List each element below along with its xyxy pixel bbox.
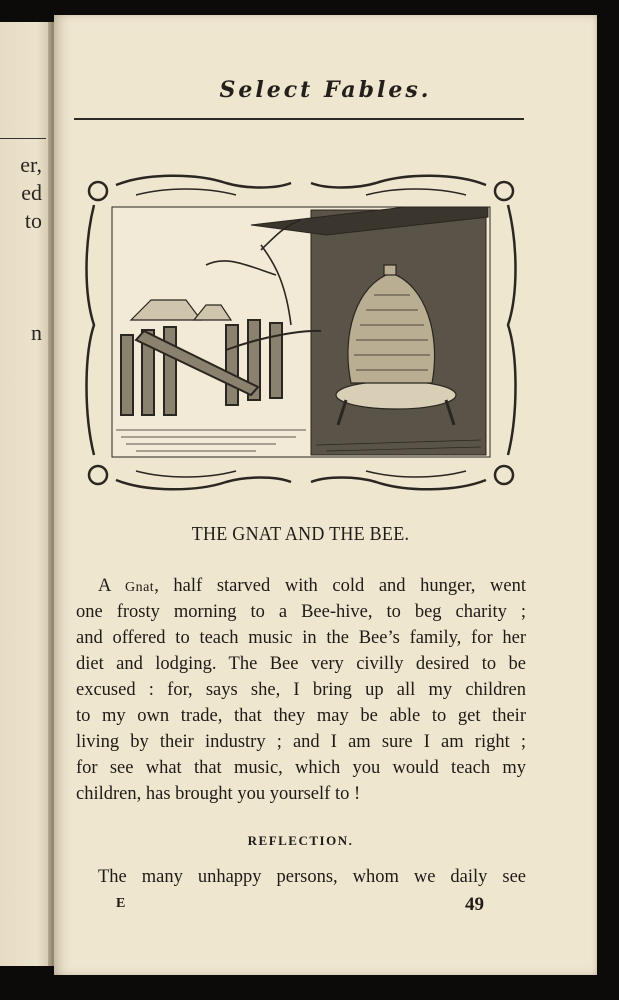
left-page-edge [0, 22, 52, 966]
body-line-9: children, has brought you yourself to ! [76, 784, 361, 804]
body-line-4: diet and lodging. The Bee very civilly desired to be [76, 654, 526, 674]
page-number: 49 [465, 894, 484, 915]
left-text-fragment: n [31, 320, 42, 345]
body-line-3: and offered to teach music in the Bee’s family, for her [76, 628, 526, 648]
body-text: , half starved with cold and hunger, went [154, 576, 526, 596]
left-text-fragment: to [24, 208, 42, 233]
signature-mark: E [116, 896, 126, 911]
gnat-and-beehive-illustration [76, 155, 526, 510]
body-line-6: to my own trade, that they may be able to get their [76, 706, 526, 726]
story-body [76, 573, 526, 807]
reflection-text: The many unhappy persons, whom we daily see [98, 867, 526, 887]
smallcaps-word: Gnat [124, 580, 155, 595]
reflection-heading: REFLECTION. [247, 833, 354, 848]
body-line-8: for see what that music, which you would teach my [76, 758, 526, 778]
body-line-5: excused : for, says she, I bring up all my children [76, 680, 526, 700]
running-head: Select Fables. [219, 77, 432, 103]
right-page [54, 15, 597, 975]
left-text-fragment: ed [21, 180, 42, 205]
header-rule [74, 118, 524, 120]
story-title: THE GNAT AND THE BEE. [191, 523, 410, 545]
left-page-rule [0, 138, 46, 139]
left-text-fragment: er, [20, 152, 42, 177]
body-line-1 [76, 573, 526, 599]
body-line-2: one frosty morning to a Bee-hive, to beg charity ; [76, 602, 526, 622]
body-text: A [98, 576, 125, 596]
body-line-7: living by their industry ; and I am sure I am right ; [76, 732, 526, 752]
